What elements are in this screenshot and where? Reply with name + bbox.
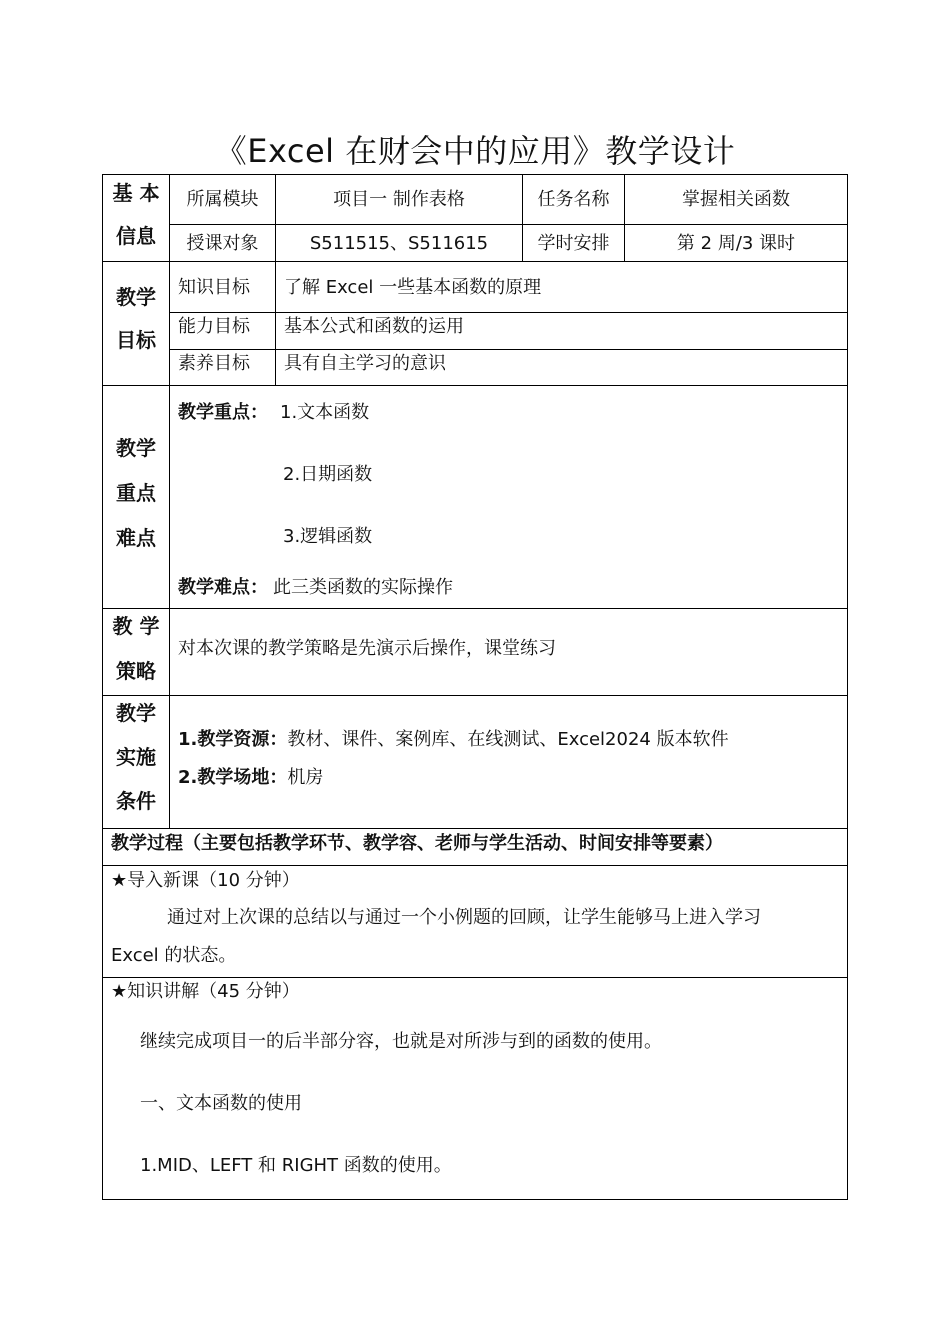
- objective-value-literacy: 具有自主学习的意识: [284, 353, 446, 374]
- page-title: 《Excel 在财会中的应用》教学设计: [214, 132, 736, 170]
- section-label-strategy: 教 学 策略: [112, 614, 160, 683]
- resources-label: 1.教学资源：: [178, 729, 288, 750]
- venue-value: 机房: [287, 767, 324, 788]
- strategy-value: 对本次课的教学策略是先演示后操作，课堂练习: [178, 638, 556, 659]
- section-label-basic-info: 基 本 信息: [112, 181, 160, 248]
- hours-label: 学时安排: [537, 233, 610, 254]
- section-label-key-points: 教学 重点 难点: [116, 436, 156, 550]
- venue-label: 2.教学场地：: [178, 767, 288, 788]
- section-label-conditions: 教学 实施 条件: [116, 701, 156, 813]
- venue-line: [178, 766, 323, 790]
- difficulty-value: 此三类函数的实际操作: [273, 577, 453, 598]
- lecture-heading: ★知识讲解（45 分钟）: [111, 981, 300, 1002]
- key-point-item: 3.逻辑函数: [283, 526, 373, 547]
- section-label-objectives: 教学 目标: [116, 285, 156, 352]
- resources-value: 教材、课件、案例库、在线测试、Excel2024 版本软件: [287, 729, 729, 750]
- lecture-item: 1.MID、LEFT 和 RIGHT 函数的使用。: [140, 1155, 452, 1176]
- audience-value: S511515、S511615: [309, 233, 489, 254]
- audience-label: 授课对象: [186, 233, 259, 254]
- lecture-subheading: 一、文本函数的使用: [140, 1093, 302, 1114]
- objective-value-knowledge: 了解 Excel 一些基本函数的原理: [284, 277, 542, 298]
- hours-value: 第 2 周/3 课时: [676, 233, 796, 254]
- module-value: 项目一 制作表格: [333, 189, 465, 210]
- objective-label-ability: 能力目标: [178, 316, 250, 337]
- intro-paragraph-line2: Excel 的状态。: [111, 945, 237, 966]
- process-heading: 教学过程（主要包括教学环节、教学容、老师与学生活动、时间安排等要素）: [111, 833, 723, 854]
- task-value: 掌握相关函数: [682, 189, 790, 210]
- objective-label-knowledge: 知识目标: [178, 277, 250, 298]
- key-point-item: 2.日期函数: [283, 464, 373, 485]
- task-label: 任务名称: [537, 189, 610, 210]
- module-label: 所属模块: [186, 189, 259, 210]
- objective-label-literacy: 素养目标: [178, 353, 250, 374]
- resources-line: [178, 728, 729, 752]
- key-points-label: 教学重点：: [178, 402, 268, 423]
- intro-heading: ★导入新课（10 分钟）: [111, 870, 300, 891]
- key-point-item: 1.文本函数: [280, 402, 370, 423]
- lecture-paragraph: 继续完成项目一的后半部分容，也就是对所涉与到的函数的使用。: [140, 1031, 662, 1052]
- intro-paragraph-line1: 通过对上次课的总结以与通过一个小例题的回顾，让学生能够马上进入学习: [167, 907, 761, 928]
- objective-value-ability: 基本公式和函数的运用: [284, 316, 464, 337]
- difficulty-label: 教学难点：: [178, 577, 268, 598]
